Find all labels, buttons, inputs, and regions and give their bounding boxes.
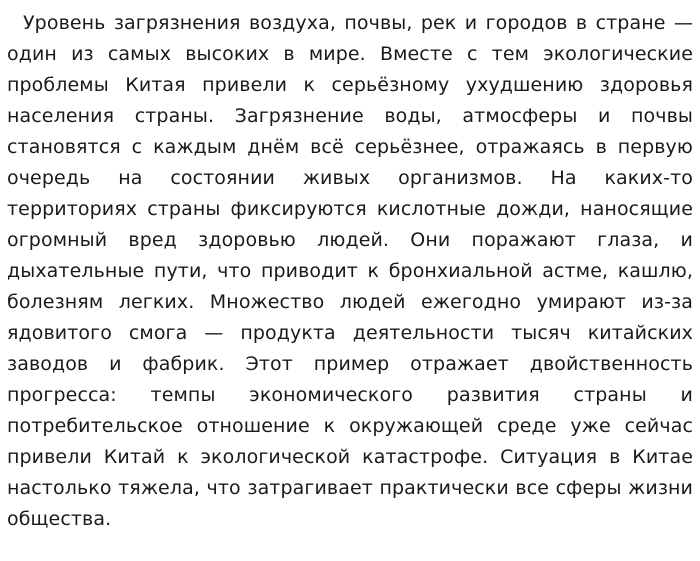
document-page: [7, 8, 693, 535]
body-paragraph: Уровень загрязнения воздуха, почвы, рек и городов в стране — один из самых высоких в мире. Вместе с тем экологические проблемы Китая привели к серьёзному ухудшению здоровья населения страны. Загрязнение воды, атмосферы и почвы становятся с каждым днём всё серьёзнее, отражаясь в первую очередь на состоянии живых организмов. На каких-то территориях страны фиксируются кислотные дожди, наносящие огромный вред здоровью людей. Они поражают глаза, и дыхательные пути, что приводит к бронхиальной астме, кашлю, болезням легких. Множество людей ежегодно умирают из-за ядовитого смога — продукта деятельности тысяч китайских заводов и фабрик. Этот пример отражает двойственность прогресса: темпы экономического развития страны и потребительское отношение к окружающей среде уже сейчас привели Китай к экологической катастрофе. Ситуация в Китае настолько тяжела, что затрагивает практически все сферы жизни общества.: [7, 12, 693, 530]
